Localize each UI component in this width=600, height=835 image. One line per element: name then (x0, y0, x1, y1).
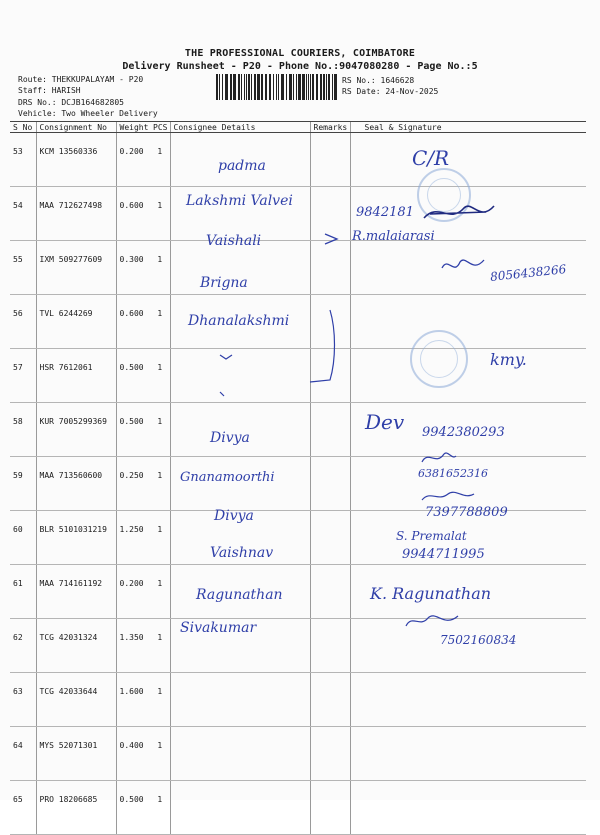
cell-consignee (170, 727, 310, 781)
cell-pcs: 1 (150, 403, 170, 457)
cell-signature (350, 349, 586, 403)
handwritten-signature: Dev (365, 410, 405, 434)
barcode-bar (278, 74, 279, 100)
handwritten-consignee: Lakshmi Valvei (186, 193, 293, 209)
cell-remarks (310, 457, 350, 511)
barcode-bar (293, 74, 294, 100)
barcode-bar (328, 74, 330, 100)
cell-signature (350, 727, 586, 781)
cell-consignment: MAA 714161192 (36, 565, 116, 619)
cell-weight: 0.250 (116, 457, 150, 511)
rs-date: RS Date: 24-Nov-2025 (342, 87, 439, 96)
cell-consignee (170, 673, 310, 727)
col-header-consignee: Consignee Details (170, 122, 310, 133)
signature-scribble (418, 488, 478, 506)
runsheet-subtitle: Delivery Runsheet - P20 - Phone No.:9047080280 - Page No.:5 (122, 61, 478, 72)
cell-sno: 64 (10, 727, 36, 781)
bracket-mark (180, 300, 340, 420)
table-row (10, 727, 586, 781)
cell-pcs: 1 (150, 727, 170, 781)
cell-weight: 1.250 (116, 511, 150, 565)
cell-remarks (310, 781, 350, 835)
cell-sno: 55 (10, 241, 36, 295)
barcode-bar (286, 74, 287, 100)
barcode-bar (233, 74, 236, 100)
handwritten-signature: K. Ragunathan (370, 584, 492, 603)
cell-remarks (310, 241, 350, 295)
cell-remarks (310, 673, 350, 727)
handwritten-consignee: Dhanalakshmi (188, 313, 290, 329)
rs-number: RS No.: 1646628 (342, 76, 415, 85)
table-row (10, 673, 586, 727)
handwritten-signature: R.malaiarasi (352, 229, 435, 244)
cell-pcs: 1 (150, 133, 170, 187)
barcode-bar (276, 74, 277, 100)
table-row (10, 457, 586, 511)
cell-sno: 63 (10, 673, 36, 727)
barcode-bar (308, 74, 309, 100)
cell-pcs: 1 (150, 457, 170, 511)
handwritten-consignee: padma (218, 158, 266, 174)
table-row (10, 781, 586, 835)
signature-scribble (418, 448, 458, 468)
barcode-bar (248, 74, 250, 100)
handwritten-phone: 9942380293 (422, 425, 505, 440)
handwritten-consignee: Ragunathan (196, 587, 283, 603)
barcode-bar (269, 74, 271, 100)
table-row (10, 133, 586, 187)
cell-sno: 58 (10, 403, 36, 457)
barcode-bar (312, 74, 314, 100)
cell-signature (350, 781, 586, 835)
cell-signature (350, 295, 586, 349)
cell-consignee (170, 781, 310, 835)
handwritten-consignee: Divya (214, 508, 254, 524)
barcode-bar (222, 74, 223, 100)
barcode-bar (230, 74, 232, 100)
barcode-bar (334, 74, 337, 100)
handwritten-phone: 6381652316 (418, 467, 488, 480)
cell-consignment: HSR 7612061 (36, 349, 116, 403)
cell-weight: 0.400 (116, 727, 150, 781)
cell-sno: 61 (10, 565, 36, 619)
cell-sno: 57 (10, 349, 36, 403)
cell-weight: 0.600 (116, 295, 150, 349)
barcode-bar (332, 74, 333, 100)
cell-consignment: MYS 52071301 (36, 727, 116, 781)
barcode-bar (296, 74, 297, 100)
cell-sno: 53 (10, 133, 36, 187)
barcode-bar (323, 74, 325, 100)
col-header-consignment: Consignment No (36, 122, 116, 133)
cell-pcs: 1 (150, 241, 170, 295)
cell-consignment: IXM 509277609 (36, 241, 116, 295)
table-row (10, 241, 586, 295)
drs-label: DRS No.: DCJB164682805 (18, 98, 124, 107)
signature-scribble (402, 610, 462, 632)
handwritten-consignee: Vaishnav (210, 545, 274, 561)
cell-weight: 0.500 (116, 403, 150, 457)
table-header-row (10, 122, 586, 133)
cell-weight: 0.200 (116, 133, 150, 187)
handwritten-signature: C/R (412, 146, 450, 170)
cell-remarks (310, 511, 350, 565)
barcode-bar (302, 74, 305, 100)
barcode-bar (238, 74, 240, 100)
barcode-bar (326, 74, 327, 100)
barcode-bar (310, 74, 311, 100)
handwritten-signature: kmy. (490, 350, 527, 369)
col-header-pcs: PCS (150, 122, 170, 133)
col-header-sno: S No (10, 122, 36, 133)
barcode-bar (265, 74, 267, 100)
cell-consignment: KUR 7005299369 (36, 403, 116, 457)
handwritten-phone: 7502160834 (440, 633, 517, 647)
cell-weight: 0.500 (116, 781, 150, 835)
courier-stamp (410, 330, 468, 388)
table-row (10, 565, 586, 619)
barcode-bar (273, 74, 274, 100)
cell-pcs: 1 (150, 187, 170, 241)
barcode-bar (306, 74, 307, 100)
barcode-bar (261, 74, 263, 100)
cell-weight: 1.350 (116, 619, 150, 673)
handwritten-phone: 9944711995 (402, 547, 485, 562)
barcode-bar (241, 74, 242, 100)
company-title: THE PROFESSIONAL COURIERS, COIMBATORE (184, 48, 416, 59)
cell-remarks (310, 619, 350, 673)
handwritten-phone: 9842181 (356, 205, 414, 220)
cell-weight: 0.200 (116, 565, 150, 619)
cell-consignment: TCG 42031324 (36, 619, 116, 673)
cell-signature (350, 673, 586, 727)
cell-pcs: 1 (150, 565, 170, 619)
cell-consignment: PRO 18206685 (36, 781, 116, 835)
barcode-bar (219, 74, 220, 100)
cell-consignment: MAA 712627498 (36, 187, 116, 241)
staff-label: Staff: HARISH (18, 86, 81, 95)
handwritten-consignee: Brigna (200, 275, 248, 291)
barcode-bar (257, 74, 260, 100)
cell-weight: 0.500 (116, 349, 150, 403)
runsheet-table (10, 121, 586, 835)
cell-weight: 0.600 (116, 187, 150, 241)
cell-pcs: 1 (150, 619, 170, 673)
handwritten-consignee: Vaishali (206, 233, 262, 249)
barcode-bar (289, 74, 292, 100)
barcode-bar (254, 74, 256, 100)
arrow-mark (323, 232, 343, 246)
route-label: Route: THEKKUPALAYAM - P20 (18, 75, 144, 84)
vehicle-label: Vehicle: Two Wheeler Delivery (18, 109, 158, 118)
cell-pcs: 1 (150, 349, 170, 403)
signature-scribble (420, 198, 500, 228)
cell-sno: 62 (10, 619, 36, 673)
cell-pcs: 1 (150, 295, 170, 349)
cell-remarks (310, 565, 350, 619)
cell-pcs: 1 (150, 673, 170, 727)
cell-sno: 54 (10, 187, 36, 241)
cell-sno: 56 (10, 295, 36, 349)
handwritten-consignee: Divya (210, 430, 250, 446)
handwritten-signature: S. Premalat (396, 529, 467, 543)
col-header-remarks: Remarks (310, 122, 350, 133)
barcode-bar (316, 74, 318, 100)
signature-scribble (438, 252, 488, 280)
barcode-bar (225, 74, 228, 100)
cell-weight: 1.600 (116, 673, 150, 727)
barcode-bar (298, 74, 301, 100)
barcode-bar (251, 74, 252, 100)
cell-sno: 60 (10, 511, 36, 565)
cell-signature (350, 133, 586, 187)
handwritten-phone: 8056438266 (489, 262, 567, 284)
cell-consignment: TCG 42033644 (36, 673, 116, 727)
barcode-bar (244, 74, 245, 100)
cell-consignment: BLR 5101031219 (36, 511, 116, 565)
barcode-bar (246, 74, 247, 100)
cell-pcs: 1 (150, 781, 170, 835)
col-header-weight: Weight (116, 122, 150, 133)
cell-remarks (310, 133, 350, 187)
cell-pcs: 1 (150, 511, 170, 565)
barcode (216, 74, 338, 100)
barcode-bar (320, 74, 322, 100)
barcode-bar (281, 74, 284, 100)
handwritten-consignee: Sivakumar (180, 620, 257, 636)
handwritten-phone: 7397788809 (425, 505, 508, 520)
barcode-bar (216, 74, 218, 100)
cell-consignment: MAA 713560600 (36, 457, 116, 511)
cell-consignment: TVL 6244269 (36, 295, 116, 349)
col-header-signature: Seal & Signature (350, 122, 586, 133)
cell-sno: 65 (10, 781, 36, 835)
cell-consignment: KCM 13560336 (36, 133, 116, 187)
cell-sno: 59 (10, 457, 36, 511)
cell-remarks (310, 727, 350, 781)
cell-weight: 0.300 (116, 241, 150, 295)
handwritten-consignee: Gnanamoorthi (180, 470, 275, 485)
